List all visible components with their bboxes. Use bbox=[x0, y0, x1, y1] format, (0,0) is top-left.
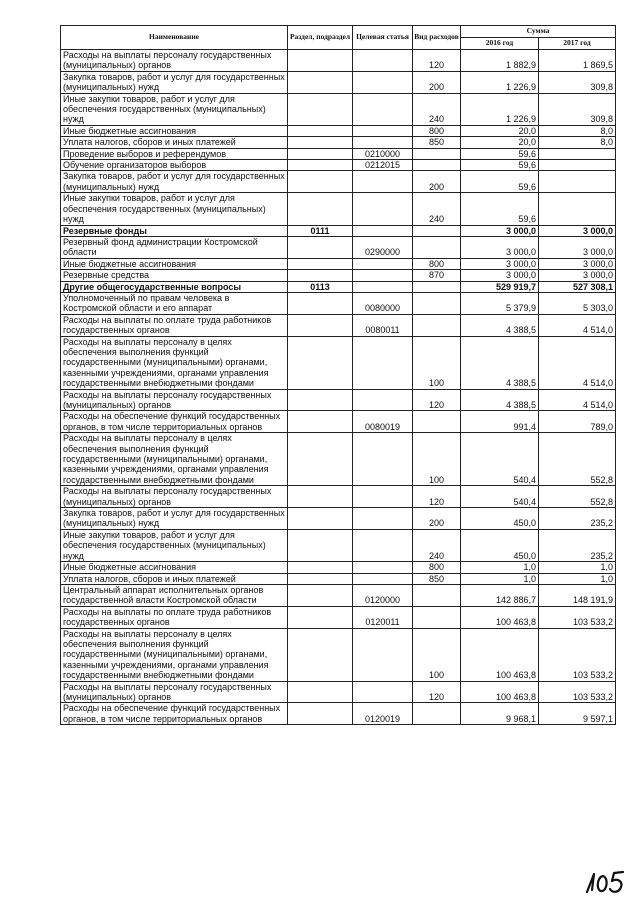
row-section bbox=[288, 236, 353, 258]
row-name: Уплата налогов, сборов и иных платежей bbox=[61, 573, 288, 584]
table-row bbox=[61, 236, 616, 258]
row-expense-type: 800 bbox=[413, 258, 461, 269]
row-section bbox=[288, 411, 353, 433]
row-expense-type: 100 bbox=[413, 628, 461, 681]
row-expense-type: 200 bbox=[413, 171, 461, 193]
row-sum-2016: 3 000,0 bbox=[461, 270, 539, 281]
row-expense-type: 870 bbox=[413, 270, 461, 281]
row-expense-type bbox=[413, 584, 461, 606]
row-sum-2017 bbox=[539, 193, 616, 225]
row-name: Закупка товаров, работ и услуг для государственных (муниципальных) нужд bbox=[61, 508, 288, 530]
row-name: Расходы на выплаты персоналу в целях обеспечения выполнения функций государственными (муниципальными) органами, казенными учреждениями, органами управления государственными внебюджетными фондами bbox=[61, 433, 288, 486]
row-name: Иные бюджетные ассигнования bbox=[61, 562, 288, 573]
row-expense-type: 120 bbox=[413, 681, 461, 703]
row-sum-2017: 552,8 bbox=[539, 433, 616, 486]
row-sum-2016: 450,0 bbox=[461, 529, 539, 561]
row-sum-2016: 3 000,0 bbox=[461, 225, 539, 236]
row-section bbox=[288, 171, 353, 193]
row-sum-2017: 789,0 bbox=[539, 411, 616, 433]
row-section bbox=[288, 125, 353, 136]
row-expense-type: 120 bbox=[413, 389, 461, 411]
header-expense-type: Вид расходов bbox=[413, 26, 461, 50]
row-name: Расходы на выплаты персоналу государственных (муниципальных) органов bbox=[61, 681, 288, 703]
row-sum-2017: 235,2 bbox=[539, 529, 616, 561]
table-row bbox=[61, 486, 616, 508]
row-expense-type bbox=[413, 236, 461, 258]
row-expense-type: 240 bbox=[413, 529, 461, 561]
row-sum-2017 bbox=[539, 148, 616, 159]
table-row bbox=[61, 389, 616, 411]
table-row bbox=[61, 606, 616, 628]
row-sum-2016: 540,4 bbox=[461, 486, 539, 508]
row-expense-type bbox=[413, 606, 461, 628]
row-target: 0080019 bbox=[353, 411, 413, 433]
row-section bbox=[288, 258, 353, 269]
row-section bbox=[288, 270, 353, 281]
table-row bbox=[61, 137, 616, 148]
row-sum-2016: 59,6 bbox=[461, 148, 539, 159]
row-section bbox=[288, 606, 353, 628]
header-year-2017: 2017 год bbox=[539, 38, 616, 50]
row-expense-type: 120 bbox=[413, 486, 461, 508]
row-name: Иные закупки товаров, работ и услуг для обеспечения государственных (муниципальных) нужд bbox=[61, 193, 288, 225]
row-section bbox=[288, 336, 353, 389]
row-expense-type bbox=[413, 160, 461, 171]
row-section bbox=[288, 508, 353, 530]
row-target: 0080011 bbox=[353, 314, 413, 336]
row-expense-type bbox=[413, 225, 461, 236]
table-row bbox=[61, 681, 616, 703]
header-name: Наименование bbox=[61, 26, 288, 50]
row-name: Расходы на обеспечение функций государственных органов, в том числе территориальных органов bbox=[61, 703, 288, 725]
row-sum-2016: 20,0 bbox=[461, 137, 539, 148]
row-target bbox=[353, 681, 413, 703]
header-sum: Сумма bbox=[461, 26, 616, 38]
table-row bbox=[61, 336, 616, 389]
row-section bbox=[288, 71, 353, 93]
row-sum-2017: 3 000,0 bbox=[539, 225, 616, 236]
row-target: 0212015 bbox=[353, 160, 413, 171]
row-name: Резервные средства bbox=[61, 270, 288, 281]
row-sum-2017: 103 533,2 bbox=[539, 606, 616, 628]
row-sum-2017: 4 514,0 bbox=[539, 314, 616, 336]
row-expense-type: 800 bbox=[413, 125, 461, 136]
row-sum-2016: 1 226,9 bbox=[461, 71, 539, 93]
row-name: Расходы на выплаты персоналу государственных (муниципальных) органов bbox=[61, 50, 288, 72]
row-sum-2017: 1,0 bbox=[539, 562, 616, 573]
row-sum-2017 bbox=[539, 171, 616, 193]
row-name: Центральный аппарат исполнительных органов государственной власти Костромской области bbox=[61, 584, 288, 606]
row-expense-type bbox=[413, 411, 461, 433]
row-sum-2016: 3 000,0 bbox=[461, 236, 539, 258]
row-sum-2017: 4 514,0 bbox=[539, 389, 616, 411]
row-target bbox=[353, 336, 413, 389]
row-expense-type: 120 bbox=[413, 50, 461, 72]
row-target bbox=[353, 529, 413, 561]
table-body bbox=[61, 50, 616, 725]
row-sum-2016: 59,6 bbox=[461, 193, 539, 225]
row-expense-type: 200 bbox=[413, 71, 461, 93]
row-sum-2017 bbox=[539, 160, 616, 171]
row-sum-2016: 1 882,9 bbox=[461, 50, 539, 72]
row-sum-2016: 4 388,5 bbox=[461, 314, 539, 336]
row-section bbox=[288, 148, 353, 159]
row-name: Иные закупки товаров, работ и услуг для обеспечения государственных (муниципальных) нужд bbox=[61, 93, 288, 125]
row-target bbox=[353, 270, 413, 281]
table-row bbox=[61, 573, 616, 584]
row-expense-type: 240 bbox=[413, 193, 461, 225]
row-sum-2017: 5 303,0 bbox=[539, 292, 616, 314]
row-sum-2016: 450,0 bbox=[461, 508, 539, 530]
table-row bbox=[61, 584, 616, 606]
table-row bbox=[61, 292, 616, 314]
row-expense-type bbox=[413, 148, 461, 159]
row-sum-2017: 103 533,2 bbox=[539, 681, 616, 703]
table-row bbox=[61, 508, 616, 530]
row-sum-2017: 3 000,0 bbox=[539, 236, 616, 258]
row-target bbox=[353, 93, 413, 125]
row-sum-2017: 8,0 bbox=[539, 125, 616, 136]
row-section bbox=[288, 314, 353, 336]
row-name: Расходы на выплаты персоналу в целях обеспечения выполнения функций государственными (муниципальными) органами, казенными учреждениями, органами управления государственными внебюджетными фондами bbox=[61, 336, 288, 389]
row-sum-2016: 540,4 bbox=[461, 433, 539, 486]
row-sum-2017: 9 597,1 bbox=[539, 703, 616, 725]
row-target bbox=[353, 628, 413, 681]
row-target: 0120019 bbox=[353, 703, 413, 725]
table-row bbox=[61, 529, 616, 561]
row-name: Уполномоченный по правам человека в Костромской области и его аппарат bbox=[61, 292, 288, 314]
header-target: Целевая статья bbox=[353, 26, 413, 50]
row-expense-type: 240 bbox=[413, 93, 461, 125]
row-expense-type: 100 bbox=[413, 336, 461, 389]
row-target bbox=[353, 137, 413, 148]
table-row bbox=[61, 628, 616, 681]
row-name: Иные бюджетные ассигнования bbox=[61, 125, 288, 136]
row-sum-2016: 1,0 bbox=[461, 562, 539, 573]
row-section bbox=[288, 433, 353, 486]
row-target bbox=[353, 125, 413, 136]
row-name: Закупка товаров, работ и услуг для государственных (муниципальных) нужд bbox=[61, 171, 288, 193]
row-target bbox=[353, 508, 413, 530]
row-sum-2016: 9 968,1 bbox=[461, 703, 539, 725]
row-name: Иные бюджетные ассигнования bbox=[61, 258, 288, 269]
row-sum-2017: 309,8 bbox=[539, 71, 616, 93]
row-name: Расходы на выплаты по оплате труда работников государственных органов bbox=[61, 314, 288, 336]
row-expense-type bbox=[413, 703, 461, 725]
table-row bbox=[61, 93, 616, 125]
table-row bbox=[61, 171, 616, 193]
row-section: 0113 bbox=[288, 281, 353, 292]
row-sum-2016: 4 388,5 bbox=[461, 389, 539, 411]
row-target bbox=[353, 171, 413, 193]
row-target: 0080000 bbox=[353, 292, 413, 314]
row-sum-2017: 1 869,5 bbox=[539, 50, 616, 72]
row-sum-2016: 529 919,7 bbox=[461, 281, 539, 292]
table-row bbox=[61, 703, 616, 725]
row-target bbox=[353, 573, 413, 584]
row-target bbox=[353, 281, 413, 292]
row-expense-type: 850 bbox=[413, 137, 461, 148]
row-sum-2017: 103 533,2 bbox=[539, 628, 616, 681]
table-row bbox=[61, 562, 616, 573]
row-target bbox=[353, 225, 413, 236]
table-row bbox=[61, 160, 616, 171]
row-section bbox=[288, 584, 353, 606]
row-sum-2016: 100 463,8 bbox=[461, 628, 539, 681]
row-sum-2016: 100 463,8 bbox=[461, 606, 539, 628]
row-sum-2016: 100 463,8 bbox=[461, 681, 539, 703]
row-target: 0120000 bbox=[353, 584, 413, 606]
row-section bbox=[288, 137, 353, 148]
row-section bbox=[288, 529, 353, 561]
row-name: Расходы на выплаты персоналу государственных (муниципальных) органов bbox=[61, 389, 288, 411]
row-sum-2017: 309,8 bbox=[539, 93, 616, 125]
row-section bbox=[288, 50, 353, 72]
handwritten-page-number bbox=[583, 868, 627, 896]
row-target bbox=[353, 50, 413, 72]
row-section bbox=[288, 292, 353, 314]
table-row bbox=[61, 225, 616, 236]
table-row bbox=[61, 433, 616, 486]
row-expense-type: 800 bbox=[413, 562, 461, 573]
table-row bbox=[61, 125, 616, 136]
row-sum-2017: 235,2 bbox=[539, 508, 616, 530]
table-row bbox=[61, 193, 616, 225]
row-section bbox=[288, 628, 353, 681]
table-row bbox=[61, 314, 616, 336]
row-section bbox=[288, 389, 353, 411]
row-section bbox=[288, 703, 353, 725]
row-target bbox=[353, 193, 413, 225]
row-sum-2016: 142 886,7 bbox=[461, 584, 539, 606]
table-row bbox=[61, 148, 616, 159]
row-target: 0210000 bbox=[353, 148, 413, 159]
row-target: 0120011 bbox=[353, 606, 413, 628]
row-target bbox=[353, 433, 413, 486]
row-sum-2017: 3 000,0 bbox=[539, 270, 616, 281]
row-name: Расходы на выплаты по оплате труда работников государственных органов bbox=[61, 606, 288, 628]
row-section bbox=[288, 93, 353, 125]
row-section bbox=[288, 486, 353, 508]
row-section bbox=[288, 681, 353, 703]
row-sum-2016: 3 000,0 bbox=[461, 258, 539, 269]
row-expense-type bbox=[413, 314, 461, 336]
row-name: Расходы на обеспечение функций государственных органов, в том числе территориальных органов bbox=[61, 411, 288, 433]
row-sum-2016: 20,0 bbox=[461, 125, 539, 136]
table-row bbox=[61, 281, 616, 292]
row-section: 0111 bbox=[288, 225, 353, 236]
table-row bbox=[61, 258, 616, 269]
budget-table bbox=[60, 25, 616, 725]
row-sum-2017: 527 308,1 bbox=[539, 281, 616, 292]
row-sum-2016: 1,0 bbox=[461, 573, 539, 584]
row-expense-type bbox=[413, 281, 461, 292]
table-row bbox=[61, 50, 616, 72]
row-expense-type: 100 bbox=[413, 433, 461, 486]
row-target bbox=[353, 258, 413, 269]
row-name: Расходы на выплаты персоналу государственных (муниципальных) органов bbox=[61, 486, 288, 508]
row-target bbox=[353, 71, 413, 93]
row-sum-2017: 4 514,0 bbox=[539, 336, 616, 389]
row-section bbox=[288, 160, 353, 171]
row-target bbox=[353, 486, 413, 508]
row-sum-2016: 5 379,9 bbox=[461, 292, 539, 314]
row-name: Закупка товаров, работ и услуг для государственных (муниципальных) нужд bbox=[61, 71, 288, 93]
row-name: Уплата налогов, сборов и иных платежей bbox=[61, 137, 288, 148]
row-sum-2017: 1,0 bbox=[539, 573, 616, 584]
row-target bbox=[353, 389, 413, 411]
row-section bbox=[288, 562, 353, 573]
table-row bbox=[61, 71, 616, 93]
row-target bbox=[353, 562, 413, 573]
row-sum-2016: 1 226,9 bbox=[461, 93, 539, 125]
row-target: 0290000 bbox=[353, 236, 413, 258]
table-header bbox=[61, 26, 616, 50]
row-name: Другие общегосударственные вопросы bbox=[61, 281, 288, 292]
row-section bbox=[288, 573, 353, 584]
row-sum-2017: 552,8 bbox=[539, 486, 616, 508]
row-sum-2017: 3 000,0 bbox=[539, 258, 616, 269]
row-expense-type bbox=[413, 292, 461, 314]
row-sum-2016: 991,4 bbox=[461, 411, 539, 433]
header-year-2016: 2016 год bbox=[461, 38, 539, 50]
row-sum-2016: 59,6 bbox=[461, 171, 539, 193]
row-name: Обучение организаторов выборов bbox=[61, 160, 288, 171]
row-expense-type: 850 bbox=[413, 573, 461, 584]
row-name: Резервные фонды bbox=[61, 225, 288, 236]
table-row bbox=[61, 270, 616, 281]
row-section bbox=[288, 193, 353, 225]
table-row bbox=[61, 411, 616, 433]
row-sum-2016: 59,6 bbox=[461, 160, 539, 171]
row-name: Проведение выборов и референдумов bbox=[61, 148, 288, 159]
row-sum-2017: 148 191,9 bbox=[539, 584, 616, 606]
row-sum-2016: 4 388,5 bbox=[461, 336, 539, 389]
row-expense-type: 200 bbox=[413, 508, 461, 530]
row-sum-2017: 8,0 bbox=[539, 137, 616, 148]
row-name: Резервный фонд администрации Костромской области bbox=[61, 236, 288, 258]
row-name: Иные закупки товаров, работ и услуг для обеспечения государственных (муниципальных) нужд bbox=[61, 529, 288, 561]
row-name: Расходы на выплаты персоналу в целях обеспечения выполнения функций государственными (муниципальными) органами, казенными учреждениями, органами управления государственными внебюджетными фондами bbox=[61, 628, 288, 681]
header-section: Раздел, подраздел bbox=[288, 26, 353, 50]
